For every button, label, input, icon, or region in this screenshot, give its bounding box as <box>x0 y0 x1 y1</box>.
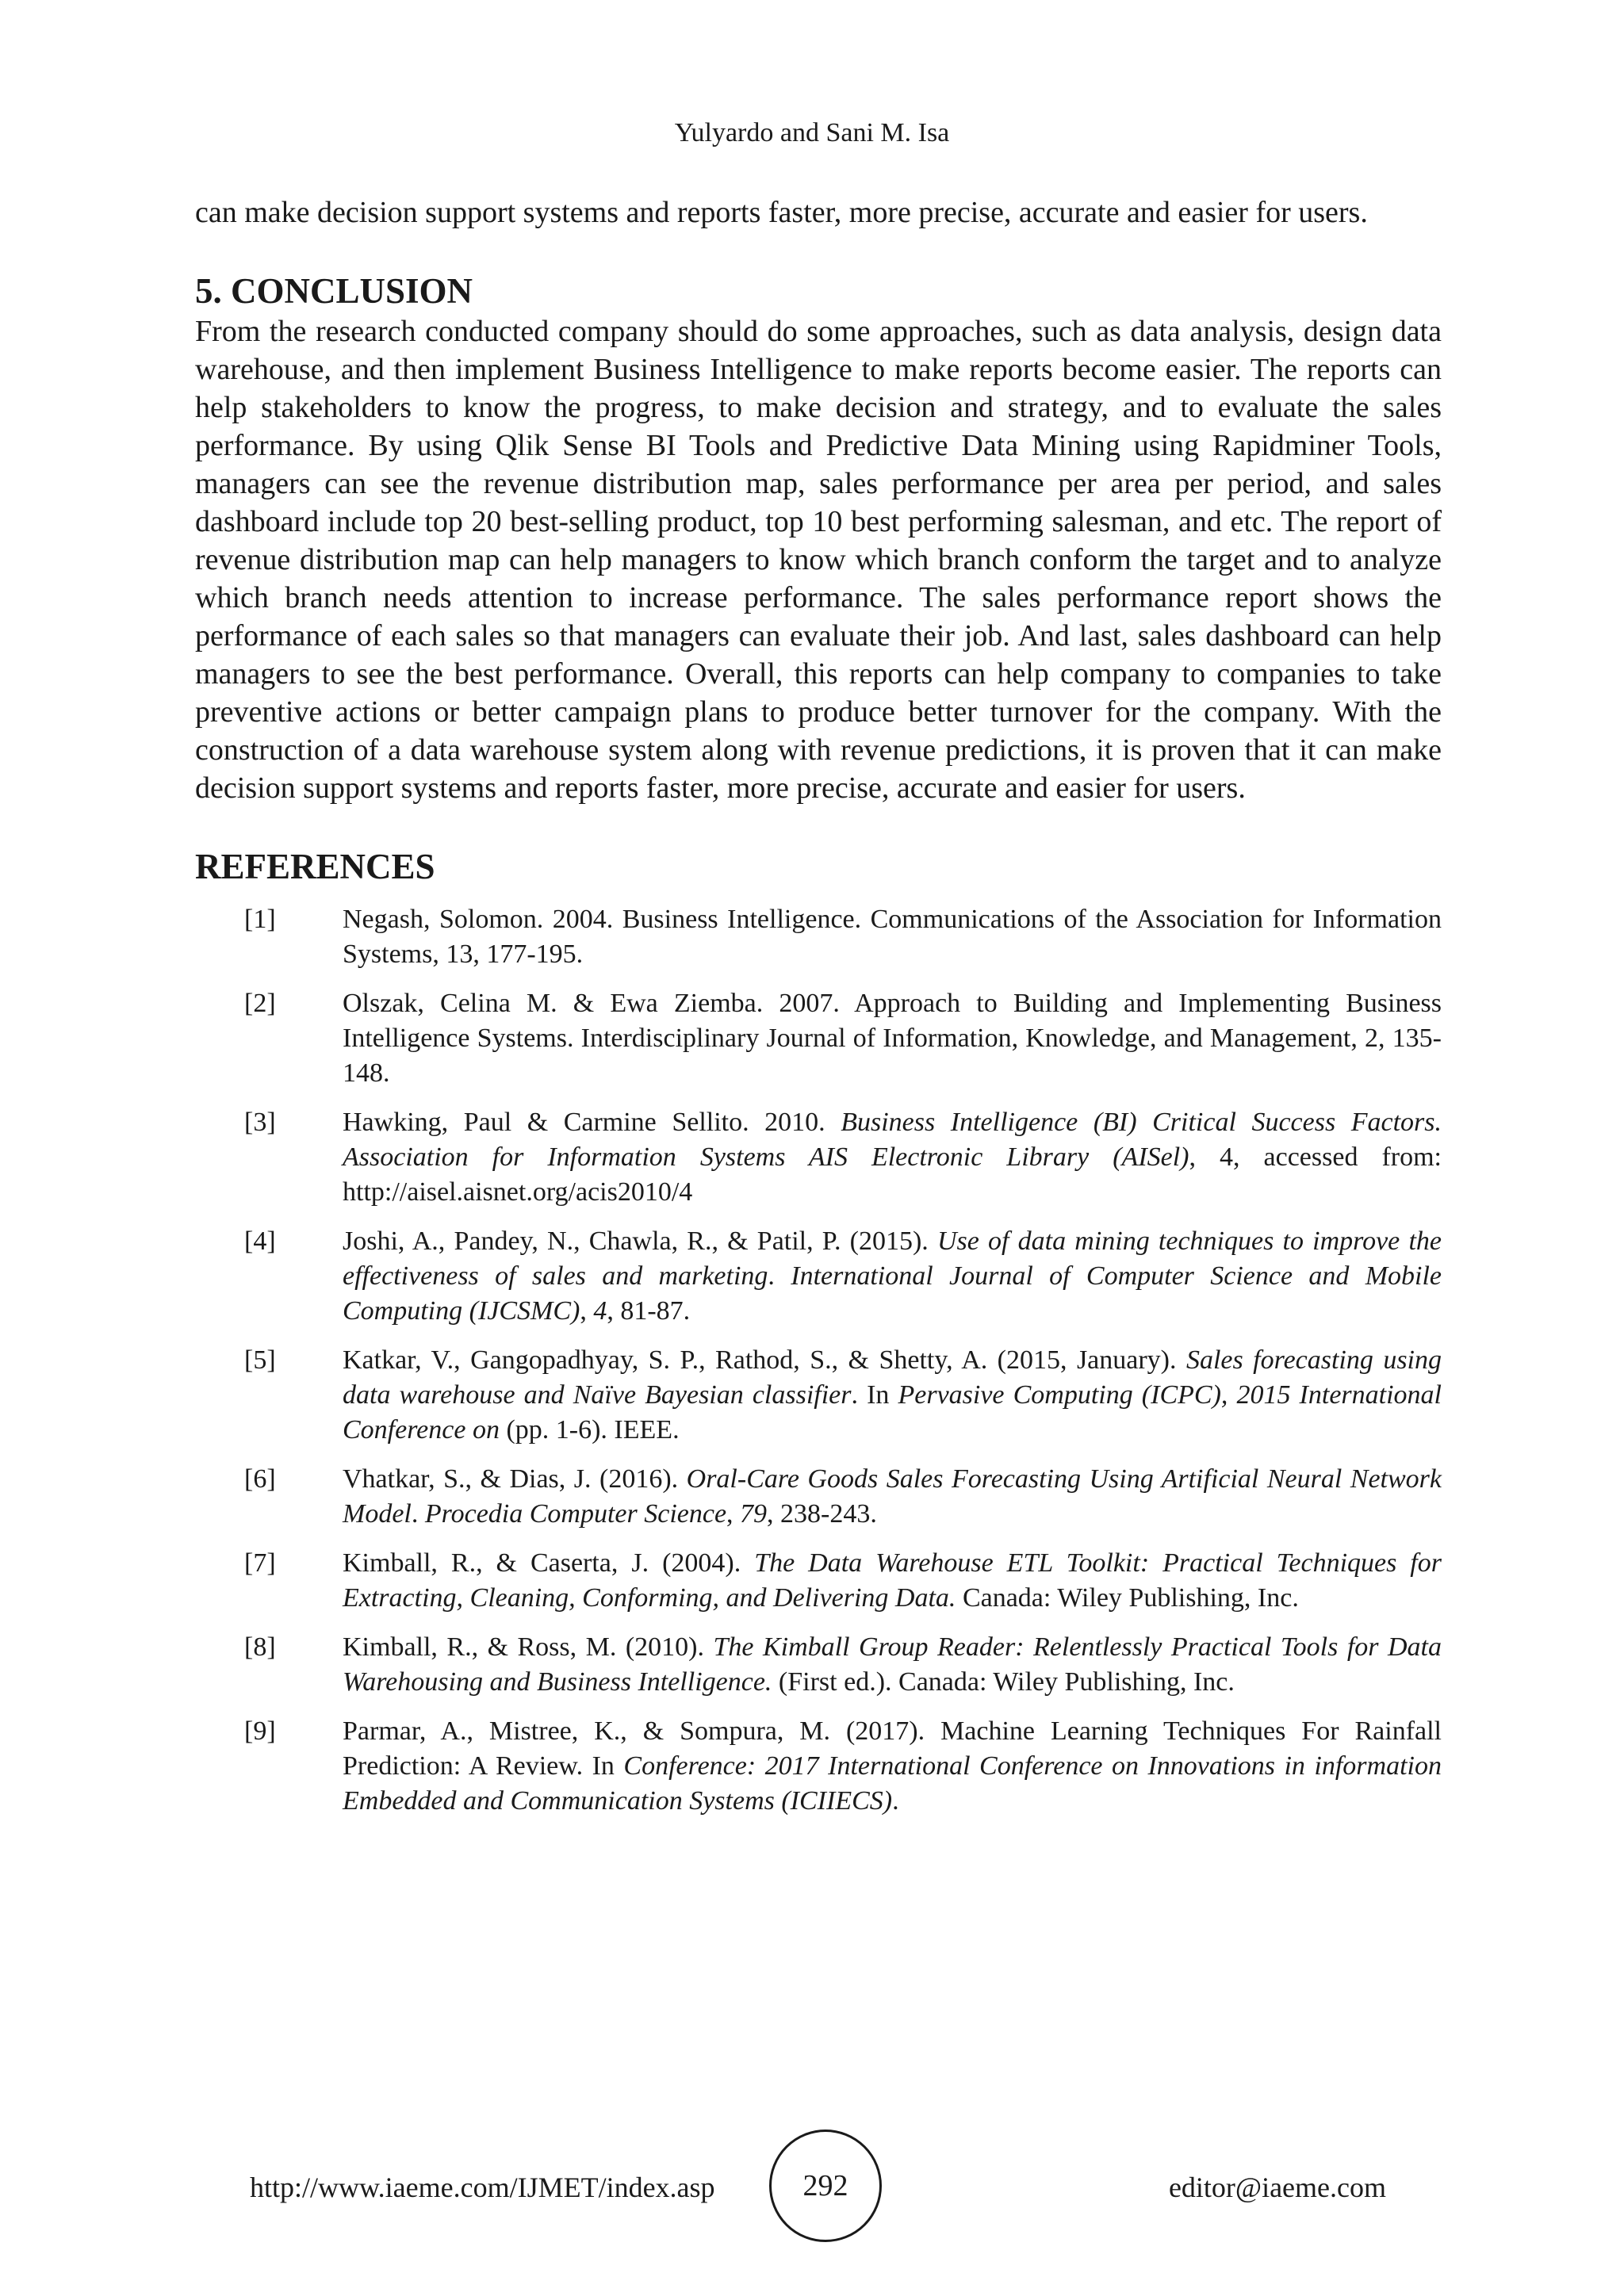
page-content <box>195 193 1442 1833</box>
reference-number: [6] <box>244 1464 276 1494</box>
reference-text <box>343 902 1442 972</box>
page-number: 292 <box>802 2169 848 2202</box>
reference-segment: . <box>411 1499 425 1529</box>
reference-italic-segment: Conference: 2017 International Conference on Innovations in information Embedded and Communication Systems (ICIIECS) <box>343 1751 1442 1816</box>
reference-text <box>343 1546 1442 1616</box>
reference-item <box>195 902 1442 972</box>
reference-segment: (pp. 1-6). IEEE. <box>499 1415 680 1445</box>
reference-number: [7] <box>244 1548 276 1578</box>
reference-number: [5] <box>244 1345 276 1375</box>
reference-item <box>195 1343 1442 1448</box>
reference-italic-segment: Oral-Care Goods Sales Forecasting Using Artificial Neural Network Model <box>343 1464 1442 1529</box>
reference-number: [4] <box>244 1226 276 1256</box>
page-footer <box>0 2130 1624 2248</box>
reference-item <box>195 986 1442 1091</box>
reference-segment: Kimball, R., & Ross, M. (2010). <box>343 1632 714 1662</box>
reference-italic-segment: 79 <box>740 1499 768 1529</box>
reference-italic-segment: Sales forecasting using data warehouse and Naïve Bayesian classifier <box>343 1345 1442 1410</box>
reference-segment: , <box>580 1296 594 1326</box>
reference-italic-segment: Business Intelligence (BI) Critical Success Factors. Association for Information Systems AIS Electronic Library (AISel) <box>343 1108 1442 1172</box>
reference-segment: , <box>726 1499 741 1529</box>
reference-item <box>195 1630 1442 1700</box>
reference-text <box>343 1224 1442 1329</box>
reference-segment: Parmar, A., Mistree, K., & Sompura, M. (2017). Machine Learning Techniques For Rainfall Prediction: A Review. In <box>343 1716 1442 1781</box>
reference-italic-segment: 4 <box>593 1296 607 1326</box>
conclusion-heading: 5. CONCLUSION <box>195 271 473 311</box>
reference-segment: Joshi, A., Pandey, N., Chawla, R., & Patil, P. (2015). <box>343 1226 937 1256</box>
reference-segment: . <box>892 1786 899 1816</box>
reference-segment: Olszak, Celina M. & Ewa Ziemba. 2007. Approach to Building and Implementing Business Intelligence Systems. Interdisciplinary Journal of Information, Knowledge, and Management, 2, 135-148. <box>343 989 1442 1088</box>
reference-segment: Vhatkar, S., & Dias, J. (2016). <box>343 1464 687 1494</box>
reference-number: [9] <box>244 1716 276 1746</box>
reference-segment: Kimball, R., & Caserta, J. (2004). <box>343 1548 755 1578</box>
reference-number: [8] <box>244 1632 276 1662</box>
running-head: Yulyardo and Sani M. Isa <box>674 118 950 147</box>
reference-text <box>343 986 1442 1091</box>
footer-url-link[interactable]: http://www.iaeme.com/IJMET/index.asp <box>250 2172 715 2203</box>
reference-italic-segment: International Journal of Computer Science and Mobile Computing (IJCSMC) <box>343 1261 1442 1326</box>
intro-paragraph: can make decision support systems and reports faster, more precise, accurate and easier for users. <box>195 196 1368 229</box>
reference-text <box>343 1343 1442 1448</box>
reference-segment: , 4, accessed from: http://aisel.aisnet.org/acis2010/4 <box>343 1142 1442 1207</box>
reference-italic-segment: Pervasive Computing (ICPC), 2015 International Conference on <box>343 1380 1442 1445</box>
reference-item <box>195 1224 1442 1329</box>
reference-italic-segment: Procedia Computer Science <box>424 1499 727 1529</box>
reference-segment: . <box>768 1261 791 1291</box>
reference-item <box>195 1462 1442 1532</box>
reference-text <box>343 1105 1442 1210</box>
reference-segment: , 81-87. <box>607 1296 691 1326</box>
references-heading: REFERENCES <box>195 847 435 886</box>
reference-text <box>343 1714 1442 1819</box>
reference-italic-segment: Use of data mining techniques to improve the effectiveness of sales and marketing <box>343 1226 1442 1291</box>
reference-text <box>343 1462 1442 1532</box>
page-number-circle <box>769 2130 882 2242</box>
reference-number: [3] <box>244 1108 276 1137</box>
reference-segment: Katkar, V., Gangopadhyay, S. P., Rathod, S., & Shetty, A. (2015, January). <box>343 1345 1186 1375</box>
footer-email-link[interactable]: editor@iaeme.com <box>1168 2172 1386 2203</box>
conclusion-paragraph: From the research conducted company should do some approaches, such as data analysis, design data warehouse, and then implement Business Intelligence to make reports become easier. The reports can help stakeholders to know the progress, to make decision and strategy, and to evaluate the sales performance. By using Qlik Sense BI Tools and Predictive Data Mining using Rapidminer Tools, managers can see the revenue distribution map, sales performance per area per period, and sales dashboard include top 20 best-selling product, top 10 best performing salesman, and etc. The report of revenue distribution map can help managers to know which branch conform the target and to analyze which branch needs attention to increase performance. The sales performance report shows the performance of each sales so that managers can evaluate their job. And last, sales dashboard can help managers to see the best performance. Overall, this reports can help company to companies to take preventive actions or better campaign plans to produce better turnover for the company. With the construction of a data warehouse system along with revenue predictions, it is proven that it can make decision support systems and reports faster, more precise, accurate and easier for users. <box>195 315 1442 805</box>
reference-text <box>343 1630 1442 1700</box>
reference-number: [1] <box>244 905 276 934</box>
reference-segment: , 238-243. <box>767 1499 877 1529</box>
reference-segment: (First ed.). Canada: Wiley Publishing, Inc. <box>772 1667 1235 1697</box>
reference-italic-segment: The Kimball Group Reader: Relentlessly Practical Tools for Data Warehousing and Business Intelligence. <box>343 1632 1442 1697</box>
reference-italic-segment: The Data Warehouse ETL Toolkit: Practical Techniques for Extracting, Cleaning, Conforming, and Delivering Data. <box>343 1548 1442 1613</box>
reference-segment: Hawking, Paul & Carmine Sellito. 2010. <box>343 1108 841 1137</box>
reference-segment: . In <box>851 1380 898 1410</box>
reference-item <box>195 1105 1442 1210</box>
reference-segment: Canada: Wiley Publishing, Inc. <box>956 1583 1299 1613</box>
reference-number: [2] <box>244 989 276 1018</box>
reference-item <box>195 1714 1442 1819</box>
reference-segment: Negash, Solomon. 2004. Business Intelligence. Communications of the Association for Information Systems, 13, 177-195. <box>343 905 1442 969</box>
reference-item <box>195 1546 1442 1616</box>
reference-list <box>195 902 1442 1819</box>
